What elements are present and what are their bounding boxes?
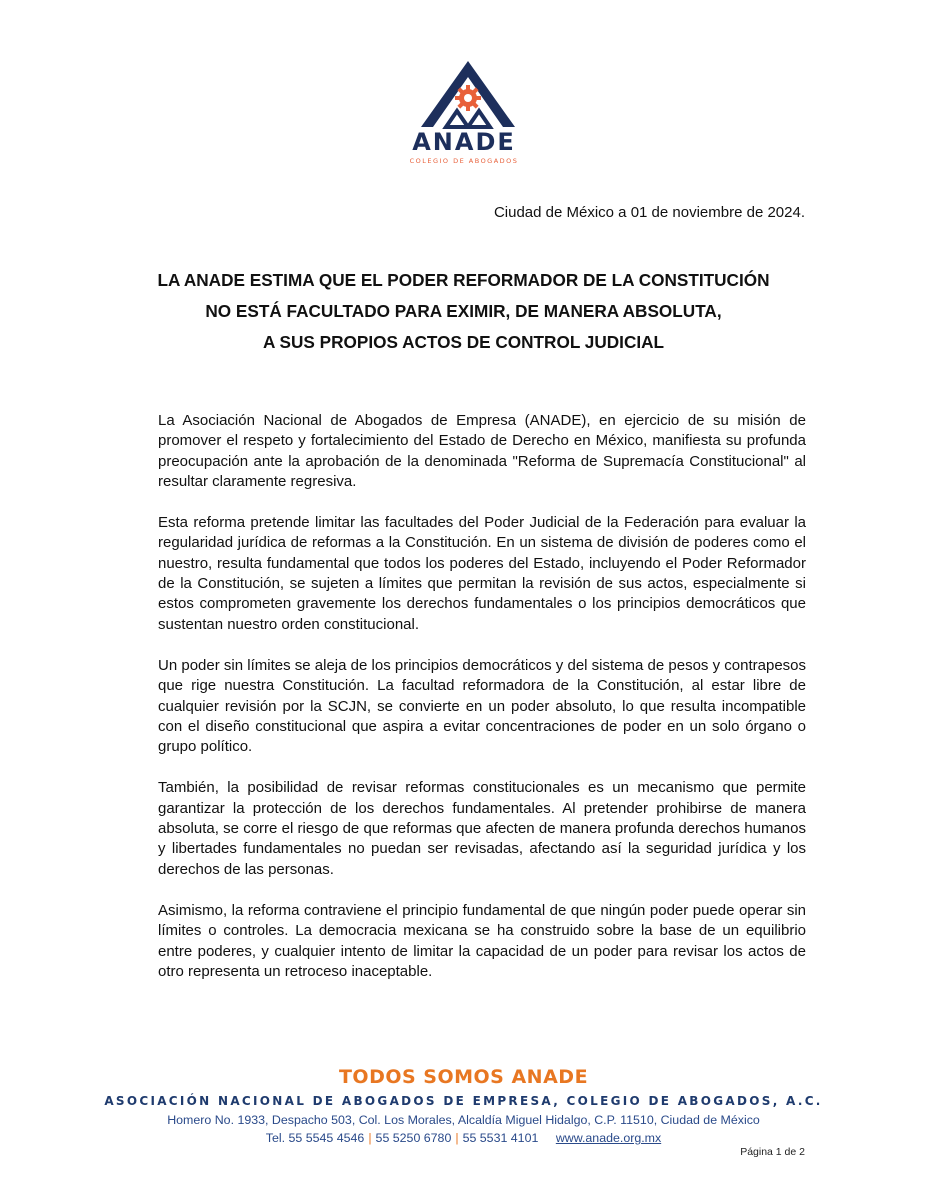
footer-organization: ASOCIACIÓN NACIONAL DE ABOGADOS DE EMPRESA, COLEGIO DE ABOGADOS, A.C. (104, 1094, 823, 1108)
body-paragraph: Esta reforma pretende limitar las facultades del Poder Judicial de la Federación para evaluar la regularidad jurídica de reformas a la Constitución. En un sistema de división de poderes como el nuestro, resulta fundamental que todos los poderes del Estado, incluyendo el Poder Reformador de la Constitución, se sujeten a límites que permitan la revisión de sus actos, especialmente si estos comprometen gravemente los derechos fundamentales o los principios democráticos que sustentan nuestro orden constitucional. (158, 514, 806, 633)
body-paragraph: Asimismo, la reforma contraviene el principio fundamental de que ningún poder puede operar sin límites o controles. La democracia mexicana se ha construido sobre la base de un equilibrio entre poderes, y cualquier intento de limitar la capacidad de un poder para revisar los actos de otro representa un retroceso inaceptable. (158, 901, 806, 980)
title-line: NO ESTÁ FACULTADO PARA EXIMIR, DE MANERA ABSOLUTA, (205, 301, 722, 321)
page-number: Página 1 de 2 (740, 1146, 805, 1158)
document-title (120, 265, 807, 358)
footer-slogan: TODOS SOMOS ANADE (338, 1066, 589, 1088)
body-paragraph: También, la posibilidad de revisar reformas constitucionales es un mecanismo que permite garantizar la protección de los derechos fundamentales. Al pretender prohibirse de manera absoluta, se corre el riesgo de que reformas que afecten de manera profunda derechos humanos y libertades fundamentales no puedan ser revisadas, afectando así la seguridad jurídica y los derechos de las personas. (158, 779, 806, 878)
document-body (158, 411, 806, 1003)
title-line: LA ANADE ESTIMA QUE EL PODER REFORMADOR DE LA CONSTITUCIÓN (157, 270, 770, 290)
logo-subtitle: COLEGIO DE ABOGADOS (409, 157, 519, 165)
separator: | (368, 1131, 372, 1145)
phone-number: 55 5250 6780 (375, 1131, 452, 1145)
logo-name: ANADE (412, 128, 516, 156)
phone-number: Tel. 55 5545 4546 (265, 1131, 365, 1145)
title-line: A SUS PROPIOS ACTOS DE CONTROL JUDICIAL (262, 332, 665, 352)
footer-address: Homero No. 1933, Despacho 503, Col. Los Morales, Alcaldía Miguel Hidalgo, C.P. 11510, Ciudad de México (167, 1113, 760, 1127)
footer-contact (0, 1131, 927, 1145)
separator: | (455, 1131, 459, 1145)
phone-number: 55 5531 4101 (462, 1131, 539, 1145)
body-paragraph: Un poder sin límites se aleja de los principios democráticos y del sistema de pesos y contrapesos que rige nuestra Constitución. La facultad reformadora de la Constitución, al estar libre de cualquier revisión por la SCJN, se convierte en un poder absoluto, lo que resulta incompatible con el diseño constitucional que aspira a evitar concentraciones de poder en un solo órgano o grupo político. (158, 656, 806, 756)
document-date: Ciudad de México a 01 de noviembre de 2024. (493, 204, 805, 221)
body-paragraph: La Asociación Nacional de Abogados de Empresa (ANADE), en ejercicio de su misión de promover el respeto y fortalecimiento del Estado de Derecho en México, manifiesta su profunda preocupación ante la aprobación de la denominada "Reforma de Supremacía Constitucional" al resultar claramente regresiva. (158, 412, 806, 490)
website-link[interactable]: www.anade.org.mx (555, 1131, 662, 1145)
